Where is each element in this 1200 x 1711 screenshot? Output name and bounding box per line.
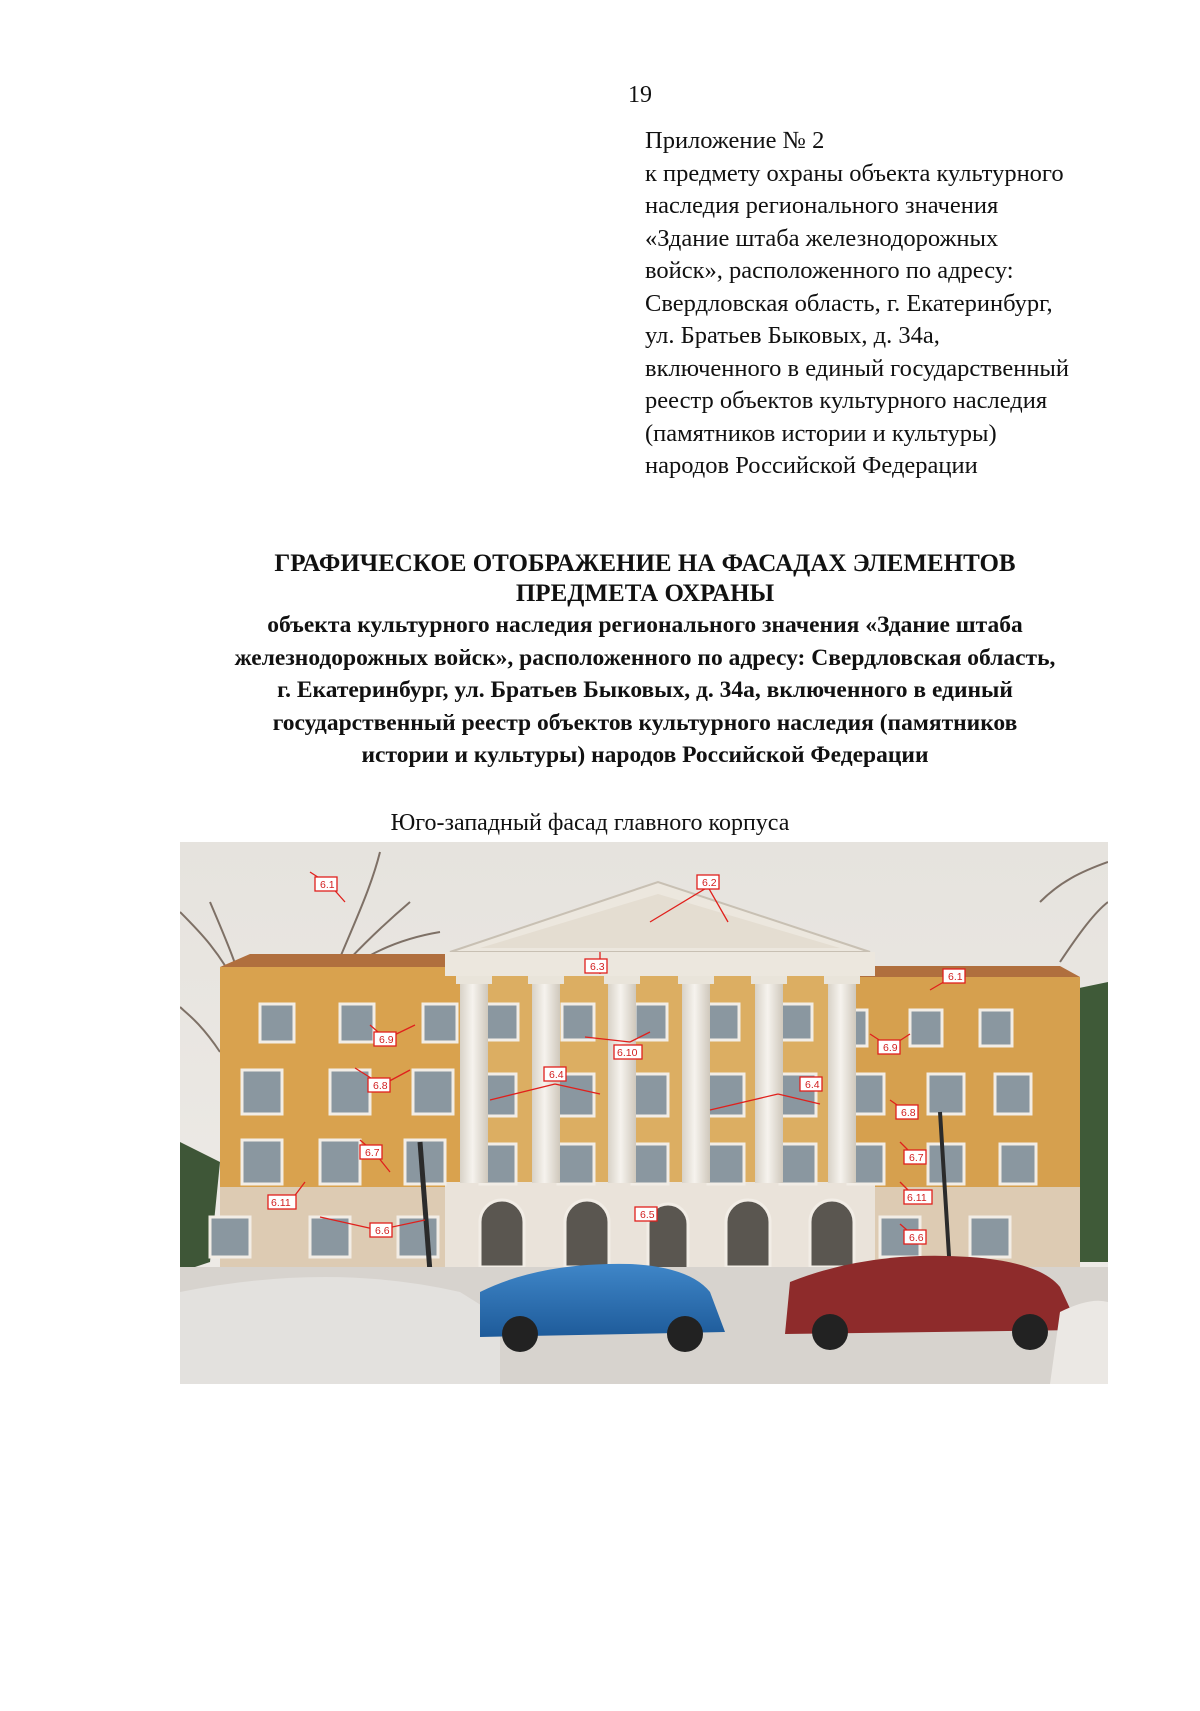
- svg-text:6.6: 6.6: [909, 1232, 924, 1244]
- annotation-label: [878, 1040, 900, 1054]
- annotation-label: [800, 1077, 822, 1091]
- svg-text:6.11: 6.11: [907, 1192, 927, 1204]
- annotation-label: [904, 1190, 932, 1204]
- annotation-label: [315, 877, 337, 891]
- page-number: 19: [628, 82, 652, 108]
- svg-text:6.6: 6.6: [375, 1225, 390, 1237]
- svg-text:6.4: 6.4: [805, 1079, 820, 1091]
- photo-caption: Юго-западный фасад главного корпуса: [390, 810, 790, 836]
- heading-subtitle-line: г. Екатеринбург, ул. Братьев Быковых, д. 34а, включенного в единый: [277, 677, 1013, 703]
- heading-subtitle-line: объекта культурного наследия регионального значения «Здание штаба: [267, 612, 1023, 638]
- appendix-line: Приложение № 2: [645, 127, 825, 154]
- annotation-label: [904, 1230, 926, 1244]
- svg-text:6.9: 6.9: [883, 1042, 898, 1054]
- facade-photo: [180, 842, 1108, 1384]
- appendix-line: народов Российской Федерации: [645, 452, 978, 479]
- appendix-line: к предмету охраны объекта культурного: [645, 159, 1064, 187]
- svg-text:6.5: 6.5: [640, 1209, 655, 1221]
- appendix-line: «Здание штаба железнодорожных: [645, 224, 999, 252]
- heading-title-line: ГРАФИЧЕСКОЕ ОТОБРАЖЕНИЕ НА ФАСАДАХ ЭЛЕМЕНТОВ: [274, 550, 1016, 577]
- heading-subtitle-line: истории и культуры) народов Российской Федерации: [361, 742, 929, 768]
- svg-text:6.1: 6.1: [948, 971, 963, 983]
- svg-text:6.7: 6.7: [365, 1147, 380, 1159]
- svg-text:6.4: 6.4: [549, 1069, 564, 1081]
- annotation-label: [697, 875, 719, 889]
- annotation-label: [370, 1223, 392, 1237]
- svg-text:6.8: 6.8: [901, 1107, 916, 1119]
- svg-text:6.8: 6.8: [373, 1080, 388, 1092]
- svg-text:6.7: 6.7: [909, 1152, 924, 1164]
- annotation-label: [585, 959, 607, 973]
- annotation-label: [943, 969, 965, 983]
- annotation-label: [368, 1078, 390, 1092]
- annotation-label: [360, 1145, 382, 1159]
- facade-illustration: [180, 842, 1108, 1384]
- annotation-label: [896, 1105, 918, 1119]
- annotation-label: [635, 1207, 657, 1221]
- svg-text:6.11: 6.11: [271, 1197, 291, 1209]
- svg-text:6.9: 6.9: [379, 1034, 394, 1046]
- appendix-line: реестр объектов культурного наследия: [645, 387, 1048, 414]
- annotation-label: [374, 1032, 396, 1046]
- appendix-line: включенного в единый государственный: [645, 354, 1070, 382]
- annotation-label: [904, 1150, 926, 1164]
- appendix-line: войск», расположенного по адресу:: [645, 257, 1014, 284]
- document-heading: [120, 549, 1170, 772]
- svg-text:6.1: 6.1: [320, 879, 335, 891]
- svg-text:6.2: 6.2: [702, 877, 717, 889]
- appendix-line: Свердловская область, г. Екатеринбург,: [645, 289, 1053, 317]
- appendix-line: наследия регионального значения: [645, 192, 999, 219]
- svg-text:6.3: 6.3: [590, 961, 605, 973]
- appendix-line: ул. Братьев Быковых, д. 34а,: [645, 322, 940, 349]
- heading-subtitle-line: государственный реестр объектов культурного наследия (памятников: [272, 709, 1018, 736]
- heading-title-line: ПРЕДМЕТА ОХРАНЫ: [515, 580, 775, 607]
- appendix-note: [645, 125, 1185, 483]
- annotation-label: [268, 1195, 296, 1209]
- annotation-label: [544, 1067, 566, 1081]
- appendix-line: (памятников истории и культуры): [645, 419, 997, 447]
- svg-text:6.10: 6.10: [617, 1047, 638, 1059]
- heading-subtitle-line: железнодорожных войск», расположенного по адресу: Свердловская область,: [234, 644, 1056, 671]
- annotation-label: [614, 1045, 642, 1059]
